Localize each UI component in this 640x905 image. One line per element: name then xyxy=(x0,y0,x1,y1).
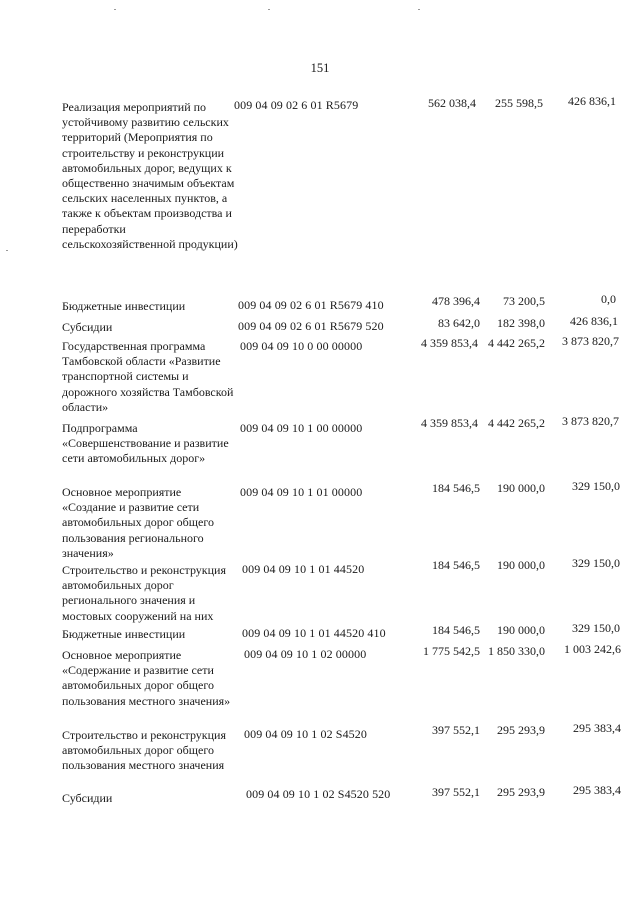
row-name: Подпрограмма «Совершенствование и развитие сети автомобильных дорог» xyxy=(62,421,229,466)
row-code: 009 04 09 10 0 00 00000 xyxy=(240,339,363,353)
value-year-1: 397 552,1 xyxy=(432,785,480,799)
value-year-2: 190 000,0 xyxy=(497,481,545,495)
row-code: 009 04 09 10 1 02 S4520 520 xyxy=(246,787,391,801)
value-year-2: 1 850 330,0 xyxy=(488,644,545,658)
row-name: Строительство и реконструкция автомобильных дорог общего пользования местного значения xyxy=(62,728,226,773)
value-year-1: 397 552,1 xyxy=(432,723,480,737)
value-year-1: 184 546,5 xyxy=(432,558,480,572)
value-year-1: 83 642,0 xyxy=(438,316,480,330)
scan-speck xyxy=(418,9,420,10)
row-name: Субсидии xyxy=(62,791,113,805)
row-name: Субсидии xyxy=(62,320,113,334)
value-year-1: 4 359 853,4 xyxy=(421,336,478,350)
row-code: 009 04 09 10 1 01 44520 xyxy=(242,562,365,576)
value-year-3: 295 383,4 xyxy=(573,783,621,797)
value-year-3: 329 150,0 xyxy=(572,556,620,570)
page-number: 151 xyxy=(310,61,330,75)
value-year-1: 184 546,5 xyxy=(432,623,480,637)
value-year-1: 562 038,4 xyxy=(428,96,476,110)
scan-speck xyxy=(114,9,116,10)
value-year-3: 1 003 242,6 xyxy=(564,642,621,656)
value-year-3: 3 873 820,7 xyxy=(562,414,619,428)
value-year-2: 4 442 265,2 xyxy=(488,416,545,430)
scan-speck xyxy=(6,250,8,251)
row-code: 009 04 09 10 1 01 00000 xyxy=(240,485,363,499)
value-year-1: 478 396,4 xyxy=(432,294,480,308)
value-year-1: 4 359 853,4 xyxy=(421,416,478,430)
value-year-2: 190 000,0 xyxy=(497,558,545,572)
value-year-3: 0,0 xyxy=(601,292,616,306)
row-code: 009 04 09 10 1 01 44520 410 xyxy=(242,626,386,640)
row-code: 009 04 09 10 1 02 00000 xyxy=(244,647,367,661)
row-code: 009 04 09 02 6 01 R5679 520 xyxy=(238,319,384,333)
row-name: Государственная программа Тамбовской области «Развитие транспортной системы и дорожного хозяйства Тамбовской области» xyxy=(62,339,234,414)
row-name: Реализация мероприятий по устойчивому развитию сельских территорий (Мероприятия по строительству и реконструкции автомобильных дорог, ведущих к общественно значимым объектам сельских населенных пунктов, а также к объектам производства и переработки сельскохозяйственной продукции) xyxy=(62,100,238,251)
value-year-3: 3 873 820,7 xyxy=(562,334,619,348)
value-year-1: 184 546,5 xyxy=(432,481,480,495)
row-name: Бюджетные инвестиции xyxy=(62,627,186,641)
value-year-3: 329 150,0 xyxy=(572,621,620,635)
value-year-2: 190 000,0 xyxy=(497,623,545,637)
value-year-2: 182 398,0 xyxy=(497,316,545,330)
value-year-3: 329 150,0 xyxy=(572,479,620,493)
scan-speck xyxy=(268,9,270,10)
value-year-2: 295 293,9 xyxy=(497,723,545,737)
row-code: 009 04 09 02 6 01 R5679 410 xyxy=(238,298,384,312)
row-name: Строительство и реконструкция автомобильных дорог регионального значения и мостовых сооружений на них xyxy=(62,563,226,623)
value-year-3: 295 383,4 xyxy=(573,721,621,735)
row-name: Бюджетные инвестиции xyxy=(62,299,186,313)
row-code: 009 04 09 10 1 00 00000 xyxy=(240,421,363,435)
value-year-2: 73 200,5 xyxy=(503,294,545,308)
row-code: 009 04 09 02 6 01 R5679 xyxy=(234,98,359,112)
row-code: 009 04 09 10 1 02 S4520 xyxy=(244,727,367,741)
value-year-2: 4 442 265,2 xyxy=(488,336,545,350)
row-name: Основное мероприятие «Содержание и развитие сети автомобильных дорог общего пользования местного значения» xyxy=(62,648,231,708)
value-year-1: 1 775 542,5 xyxy=(423,644,480,658)
value-year-3: 426 836,1 xyxy=(570,314,618,328)
value-year-3: 426 836,1 xyxy=(568,94,616,108)
value-year-2: 295 293,9 xyxy=(497,785,545,799)
row-name: Основное мероприятие «Создание и развитие сети автомобильных дорог общего пользования регионального значения» xyxy=(62,485,214,560)
value-year-2: 255 598,5 xyxy=(495,96,543,110)
